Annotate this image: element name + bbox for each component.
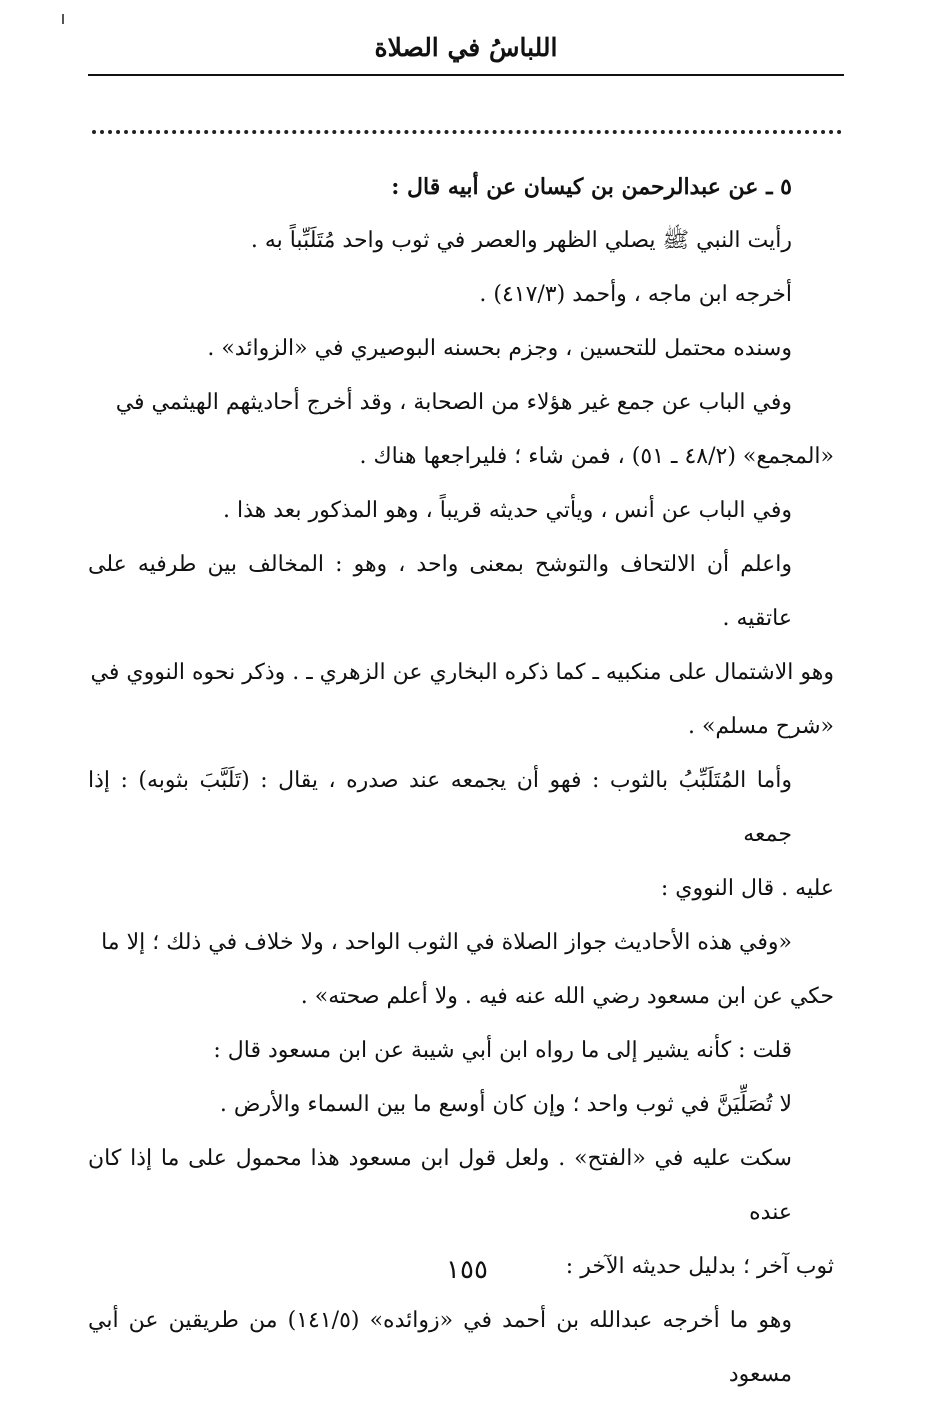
page-number: ١٥٥ bbox=[446, 1255, 488, 1285]
paragraph-line: وهو الاشتمال على منكبيه ـ كما ذكره البخاري عن الزهري ـ . وذكر نحوه النووي في bbox=[90, 660, 834, 685]
paragraph-line: وهو ما أخرجه عبدالله بن أحمد في «زوائده» (١٤١/٥) من طريقين عن أبي مسعود bbox=[88, 1308, 792, 1387]
paragraph-line: واعلم أن الالتحاف والتوشح بمعنى واحد ، وهو : المخالف بين طرفيه على عاتقيه . bbox=[88, 552, 792, 631]
paragraph-line: ثوب آخر ؛ بدليل حديثه الآخر : bbox=[565, 1254, 834, 1279]
paragraph-line: «المجمع» (٤٨/٢ ـ ٥١) ، فمن شاء ؛ فليراجعها هناك . bbox=[359, 444, 834, 469]
takhrij-line: أخرجه ابن ماجه ، وأحمد (٤١٧/٣) . bbox=[479, 282, 792, 307]
page-body bbox=[88, 160, 834, 1402]
hadith-heading: ٥ ـ عن عبدالرحمن بن كيسان عن أبيه قال : bbox=[391, 174, 792, 200]
running-header bbox=[88, 28, 844, 76]
running-header-title: اللباسُ في الصلاة bbox=[374, 33, 558, 62]
quote-line: «وفي هذه الأحاديث جواز الصلاة في الثوب الواحد ، ولا خلاف في ذلك ؛ إلا ما bbox=[101, 930, 792, 955]
paragraph-line: «شرح مسلم» . bbox=[687, 714, 834, 739]
hadith-text: رأيت النبي ﷺ يصلي الظهر والعصر في ثوب واحد مُتَلَبِّباً به . bbox=[250, 228, 792, 253]
dotted-separator bbox=[92, 110, 842, 134]
quote-line: لا تُصَلِّيَنَّ في ثوب واحد ؛ وإن كان أوسع ما بين السماء والأرض . bbox=[219, 1092, 792, 1117]
paragraph-line: وفي الباب عن أنس ، ويأتي حديثه قريباً ، وهو المذكور بعد هذا . bbox=[222, 498, 792, 523]
corner-mark bbox=[62, 14, 64, 24]
isnad-note: وسنده محتمل للتحسين ، وجزم بحسنه البوصيري في «الزوائد» . bbox=[207, 336, 792, 361]
paragraph-line: وأما المُتَلَبِّبُ بالثوب : فهو أن يجمعه عند صدره ، يقال : (تَلَبَّبَ بثوبه) : إذا جمعه bbox=[88, 768, 792, 847]
paragraph-line: قلت : كأنه يشير إلى ما رواه ابن أبي شيبة عن ابن مسعود قال : bbox=[213, 1038, 792, 1063]
paragraph-line: سكت عليه في «الفتح» . ولعل قول ابن مسعود هذا محمول على ما إذا كان عنده bbox=[88, 1146, 792, 1225]
paragraph-line: وفي الباب عن جمع غير هؤلاء من الصحابة ، وقد أخرج أحاديثهم الهيثمي في bbox=[115, 390, 792, 415]
paragraph-line: عليه . قال النووي : bbox=[660, 876, 834, 901]
quote-line: حكي عن ابن مسعود رضي الله عنه فيه . ولا أعلم صحته» . bbox=[300, 984, 834, 1009]
